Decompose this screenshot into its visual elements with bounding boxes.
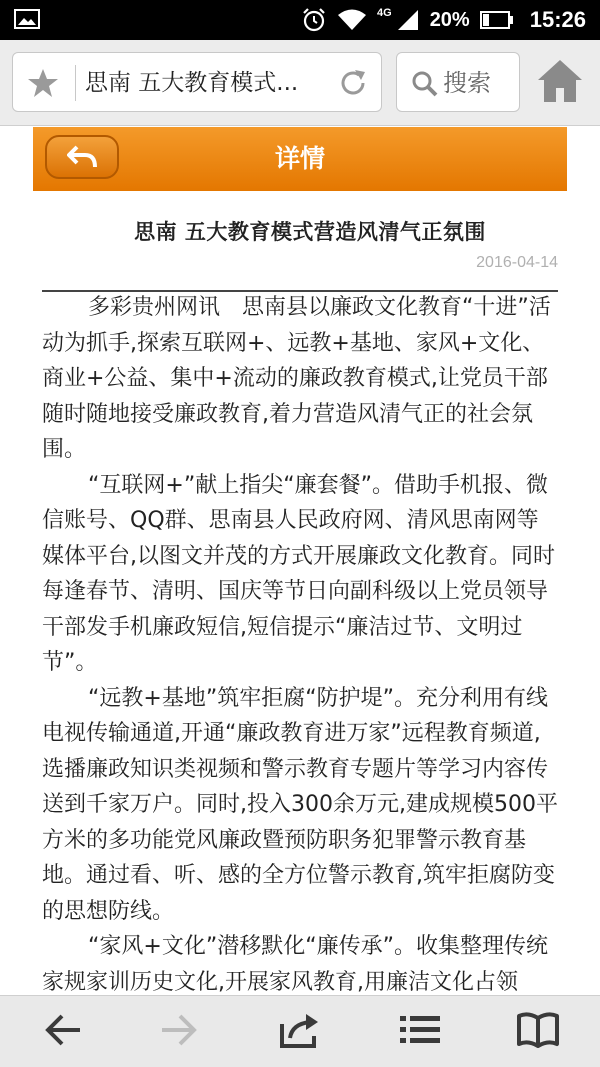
reload-icon[interactable] [337,67,369,99]
article-paragraph: “远教+基地”筑牢拒腐“防护堤”。充分利用有线电视传输通道,开通“廉政教育进万家”远程教育频道,选播廉政知识类视频和警示教育专题片等学习内容传送到千家万户。同时,投入300余万元,建成规模500平方米的多功能党风廉政暨预防职务犯罪警示教育基地。通过看、听、感的全方位警示教育,筑牢拒腐防变的思想防线。 [42,685,558,924]
article-paragraph: “互联网+”献上指尖“廉套餐”。借助手机报、微信账号、QQ群、思南县人民政府网、清风思南网等媒体平台,以图文并茂的方式开展廉政文化教育。同时每逢春节、清明、国庆等节日向副科级以上党员领导干部发手机廉政短信,短信提示“廉洁过节、文明过节”。 [42,472,555,675]
clock: 15:26 [529,7,586,32]
detail-header [33,127,567,191]
battery-icon [480,10,514,30]
battery-percent: 20% [429,8,470,31]
header-title: 详情 [274,144,325,173]
search-label: 搜索 [443,69,491,97]
search-icon [411,70,439,98]
article-title: 思南 五大教育模式营造风清气正氛围 [134,220,486,244]
home-icon[interactable] [536,58,584,104]
status-bar [0,0,600,40]
article-paragraph: “家风+文化”潜移默化“廉传承”。收集整理传统家规家训历史文化,开展家风教育,用廉洁文化占领 [42,934,549,995]
back-arrow-icon[interactable] [40,1010,84,1050]
back-button[interactable] [45,135,119,179]
browser-toolbar [0,40,600,126]
address-bar[interactable] [12,52,382,112]
wifi-icon [337,8,367,32]
back-arrow-icon [67,145,99,171]
alarm-icon [301,7,327,33]
article-paragraph: 多彩贵州网讯 思南县以廉政文化教育“十进”活动为抓手,探索互联网+、远教+基地、家风+文化、商业+公益、集中+流动的廉政教育模式,让党员干部随时随地接受廉政教育,着力营造风清气正的社会氛围。 [42,295,551,462]
bookmark-star-icon[interactable] [27,67,59,99]
signal-icon [396,8,420,32]
network-type: 4G [377,7,392,19]
article-date: 2016-04-14 [476,254,558,271]
address-divider [75,65,76,101]
reader-book-icon[interactable] [516,1010,560,1050]
page-title[interactable]: 思南 五大教育模式... [85,70,299,96]
search-button[interactable] [396,52,520,112]
share-icon[interactable] [278,1010,322,1050]
gallery-notification-icon [14,9,40,29]
forward-arrow-icon[interactable] [158,1010,202,1050]
bottom-toolbar [0,995,600,1067]
article-body [42,290,558,1000]
menu-list-icon[interactable] [398,1010,442,1050]
